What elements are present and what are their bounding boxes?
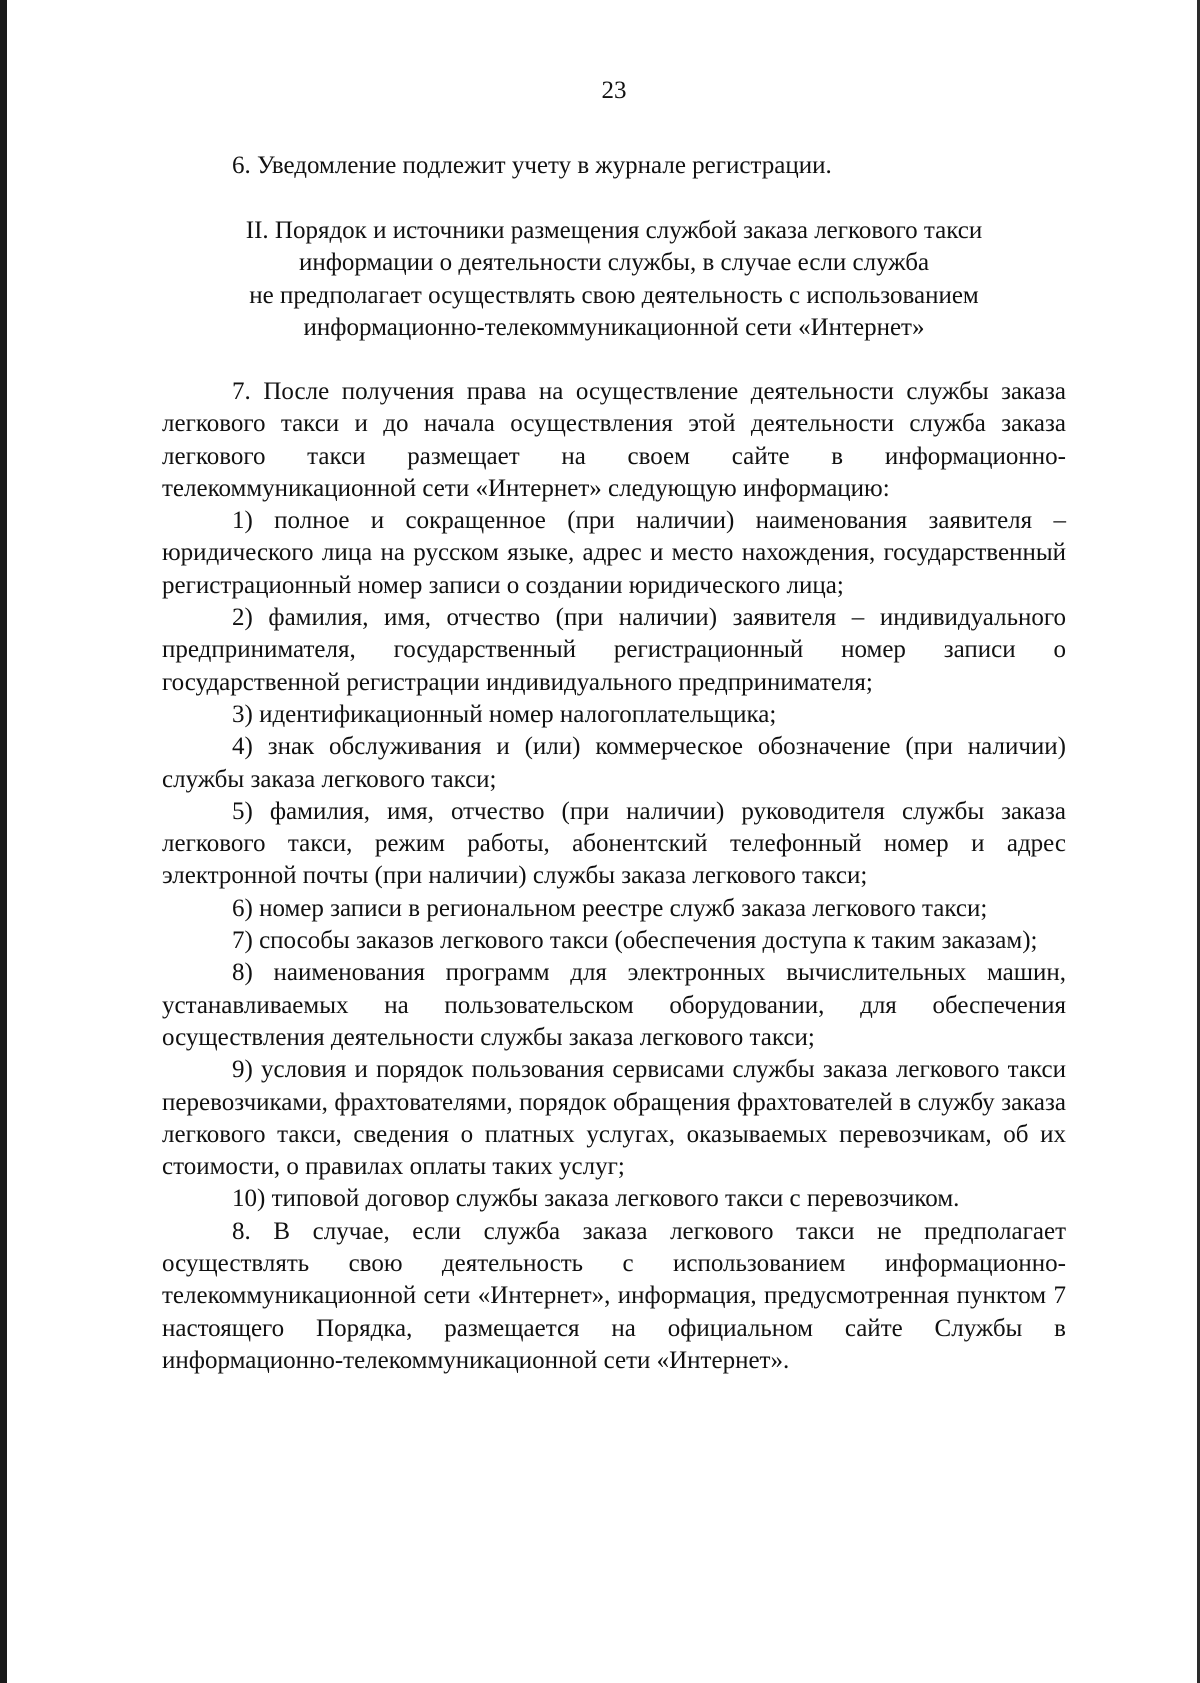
page-number: 23 <box>601 77 627 104</box>
list-item: 8) наименования программ для электронных вычислительных машин, устанавливаемых на пользовательском оборудовании, для обеспечения осуществления деятельности службы заказа легкового такси; <box>162 959 1066 1051</box>
list-item: 4) знак обслуживания и (или) коммерческое обозначение (при наличии) службы заказа легкового такси; <box>162 733 1066 793</box>
scan-edge-left <box>0 0 7 1683</box>
list-item: 2) фамилия, имя, отчество (при наличии) заявителя – индивидуального предпринимателя, государственный регистрационный номер записи о государственной регистрации индивидуального предпринимателя; <box>162 604 1066 696</box>
list-item: 10) типовой договор службы заказа легкового такси с перевозчиком. <box>232 1185 960 1213</box>
section-heading-line: II. Порядок и источники размещения службой заказа легкового такси <box>245 217 983 244</box>
paragraph-item-8: 8. В случае, если служба заказа легкового такси не предполагает осуществлять свою деятельность с использованием информационно-телекоммуникационной сети «Интернет», информация, предусмотренная пунктом 7 настоящего Порядка, размещается на официальном сайте Службы в информационно-телекоммуникационной сети «Интернет». <box>162 1217 1066 1374</box>
list-item: 6) номер записи в региональном реестре служб заказа легкового такси; <box>232 894 988 922</box>
list-item: 5) фамилия, имя, отчество (при наличии) руководителя службы заказа легкового такси, режим работы, абонентский телефонный номер и адрес электронной почты (при наличии) службы заказа легкового такси; <box>162 797 1066 890</box>
list-item: 3) идентификационный номер налогоплательщика; <box>232 700 777 728</box>
notice-paragraph: 6. Уведомление подлежит учету в журнале регистрации. <box>232 152 832 179</box>
list-item: 1) полное и сокращенное (при наличии) наименования заявителя – юридического лица на русском языке, адрес и место нахождения, государственный регистрационный номер записи о создании юридического лица; <box>162 507 1066 599</box>
list-item: 7) способы заказов легкового такси (обеспечения доступа к таким заказам); <box>232 927 1038 955</box>
paragraph-item-7: 7. После получения права на осуществление деятельности службы заказа легкового такси и до начала осуществления этой деятельности служба заказа легкового такси размещает на своем сайте в информационно-телекоммуникационной сети «Интернет» следующую информацию: <box>162 378 1066 502</box>
body-text <box>162 376 1066 1377</box>
section-heading-line: не предполагает осуществлять свою деятельность с использованием <box>249 281 979 309</box>
section-heading-line: информационно-телекоммуникационной сети «Интернет» <box>303 313 925 341</box>
list-item: 9) условия и порядок пользования сервисами службы заказа легкового такси перевозчиками, фрахтователями, порядок обращения фрахтователей в службу заказа легкового такси, сведения о платных услугах, оказываемых перевозчикам, об их стоимости, о правилах оплаты таких услуг; <box>162 1056 1066 1181</box>
section-heading <box>162 215 1066 344</box>
section-heading-line: информации о деятельности службы, в случае если служба <box>298 249 930 277</box>
document-page <box>162 0 1066 1683</box>
